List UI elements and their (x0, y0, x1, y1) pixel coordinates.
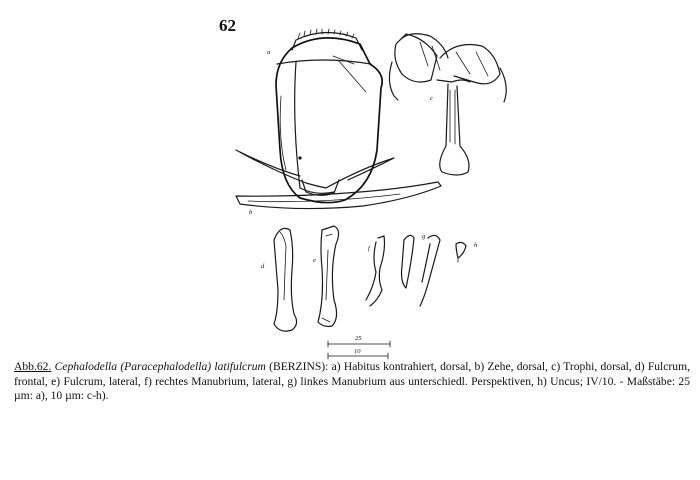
manubrium-right-drawing (366, 236, 385, 306)
panel-label-h: h (474, 242, 478, 249)
caption-text: (BERZINS): a) Habitus kontrahiert, dorsal, b) Zehe, dorsal, c) Trophi, dorsal, d) Fulcrum, frontal, e) Fulcrum, lateral, f) rechtes Manubrium, lateral, g) linkes Manubrium aus unterschiedl. Perspektiven, h) Uncus; IV/10. - Maßstäbe: 25 µm: a), 10 µm: c-h). (14, 360, 691, 402)
scale-bar-10-label: 10 (354, 348, 361, 355)
taxon-species: latifulcrum (214, 360, 266, 373)
figure-reference: Abb.62. (14, 360, 52, 373)
trophi-drawing (389, 34, 506, 175)
scale-bars (328, 335, 390, 359)
manubrium-left-drawing (402, 233, 441, 306)
panel-label-a: a (267, 49, 271, 56)
figure-caption (14, 360, 690, 404)
scale-bar-25-label: 25 (355, 335, 362, 342)
panel-label-c: c (430, 95, 433, 102)
figure-number: 62 (219, 16, 236, 35)
panel-label-d: d (261, 263, 265, 270)
panel-label-g: g (422, 233, 426, 240)
toe-drawing (236, 182, 441, 216)
panel-label-f: f (368, 245, 370, 252)
fulcrum-lateral-drawing (313, 226, 339, 327)
fulcrum-frontal-drawing (261, 228, 297, 331)
panel-label-e: e (313, 257, 316, 264)
taxon-genus: Cephalodella (54, 360, 118, 373)
panel-label-b: b (249, 209, 253, 216)
taxon-subgenus: (Paracephalodella) (120, 360, 212, 373)
uncus-drawing (456, 242, 477, 262)
habitus-drawing (236, 29, 394, 203)
